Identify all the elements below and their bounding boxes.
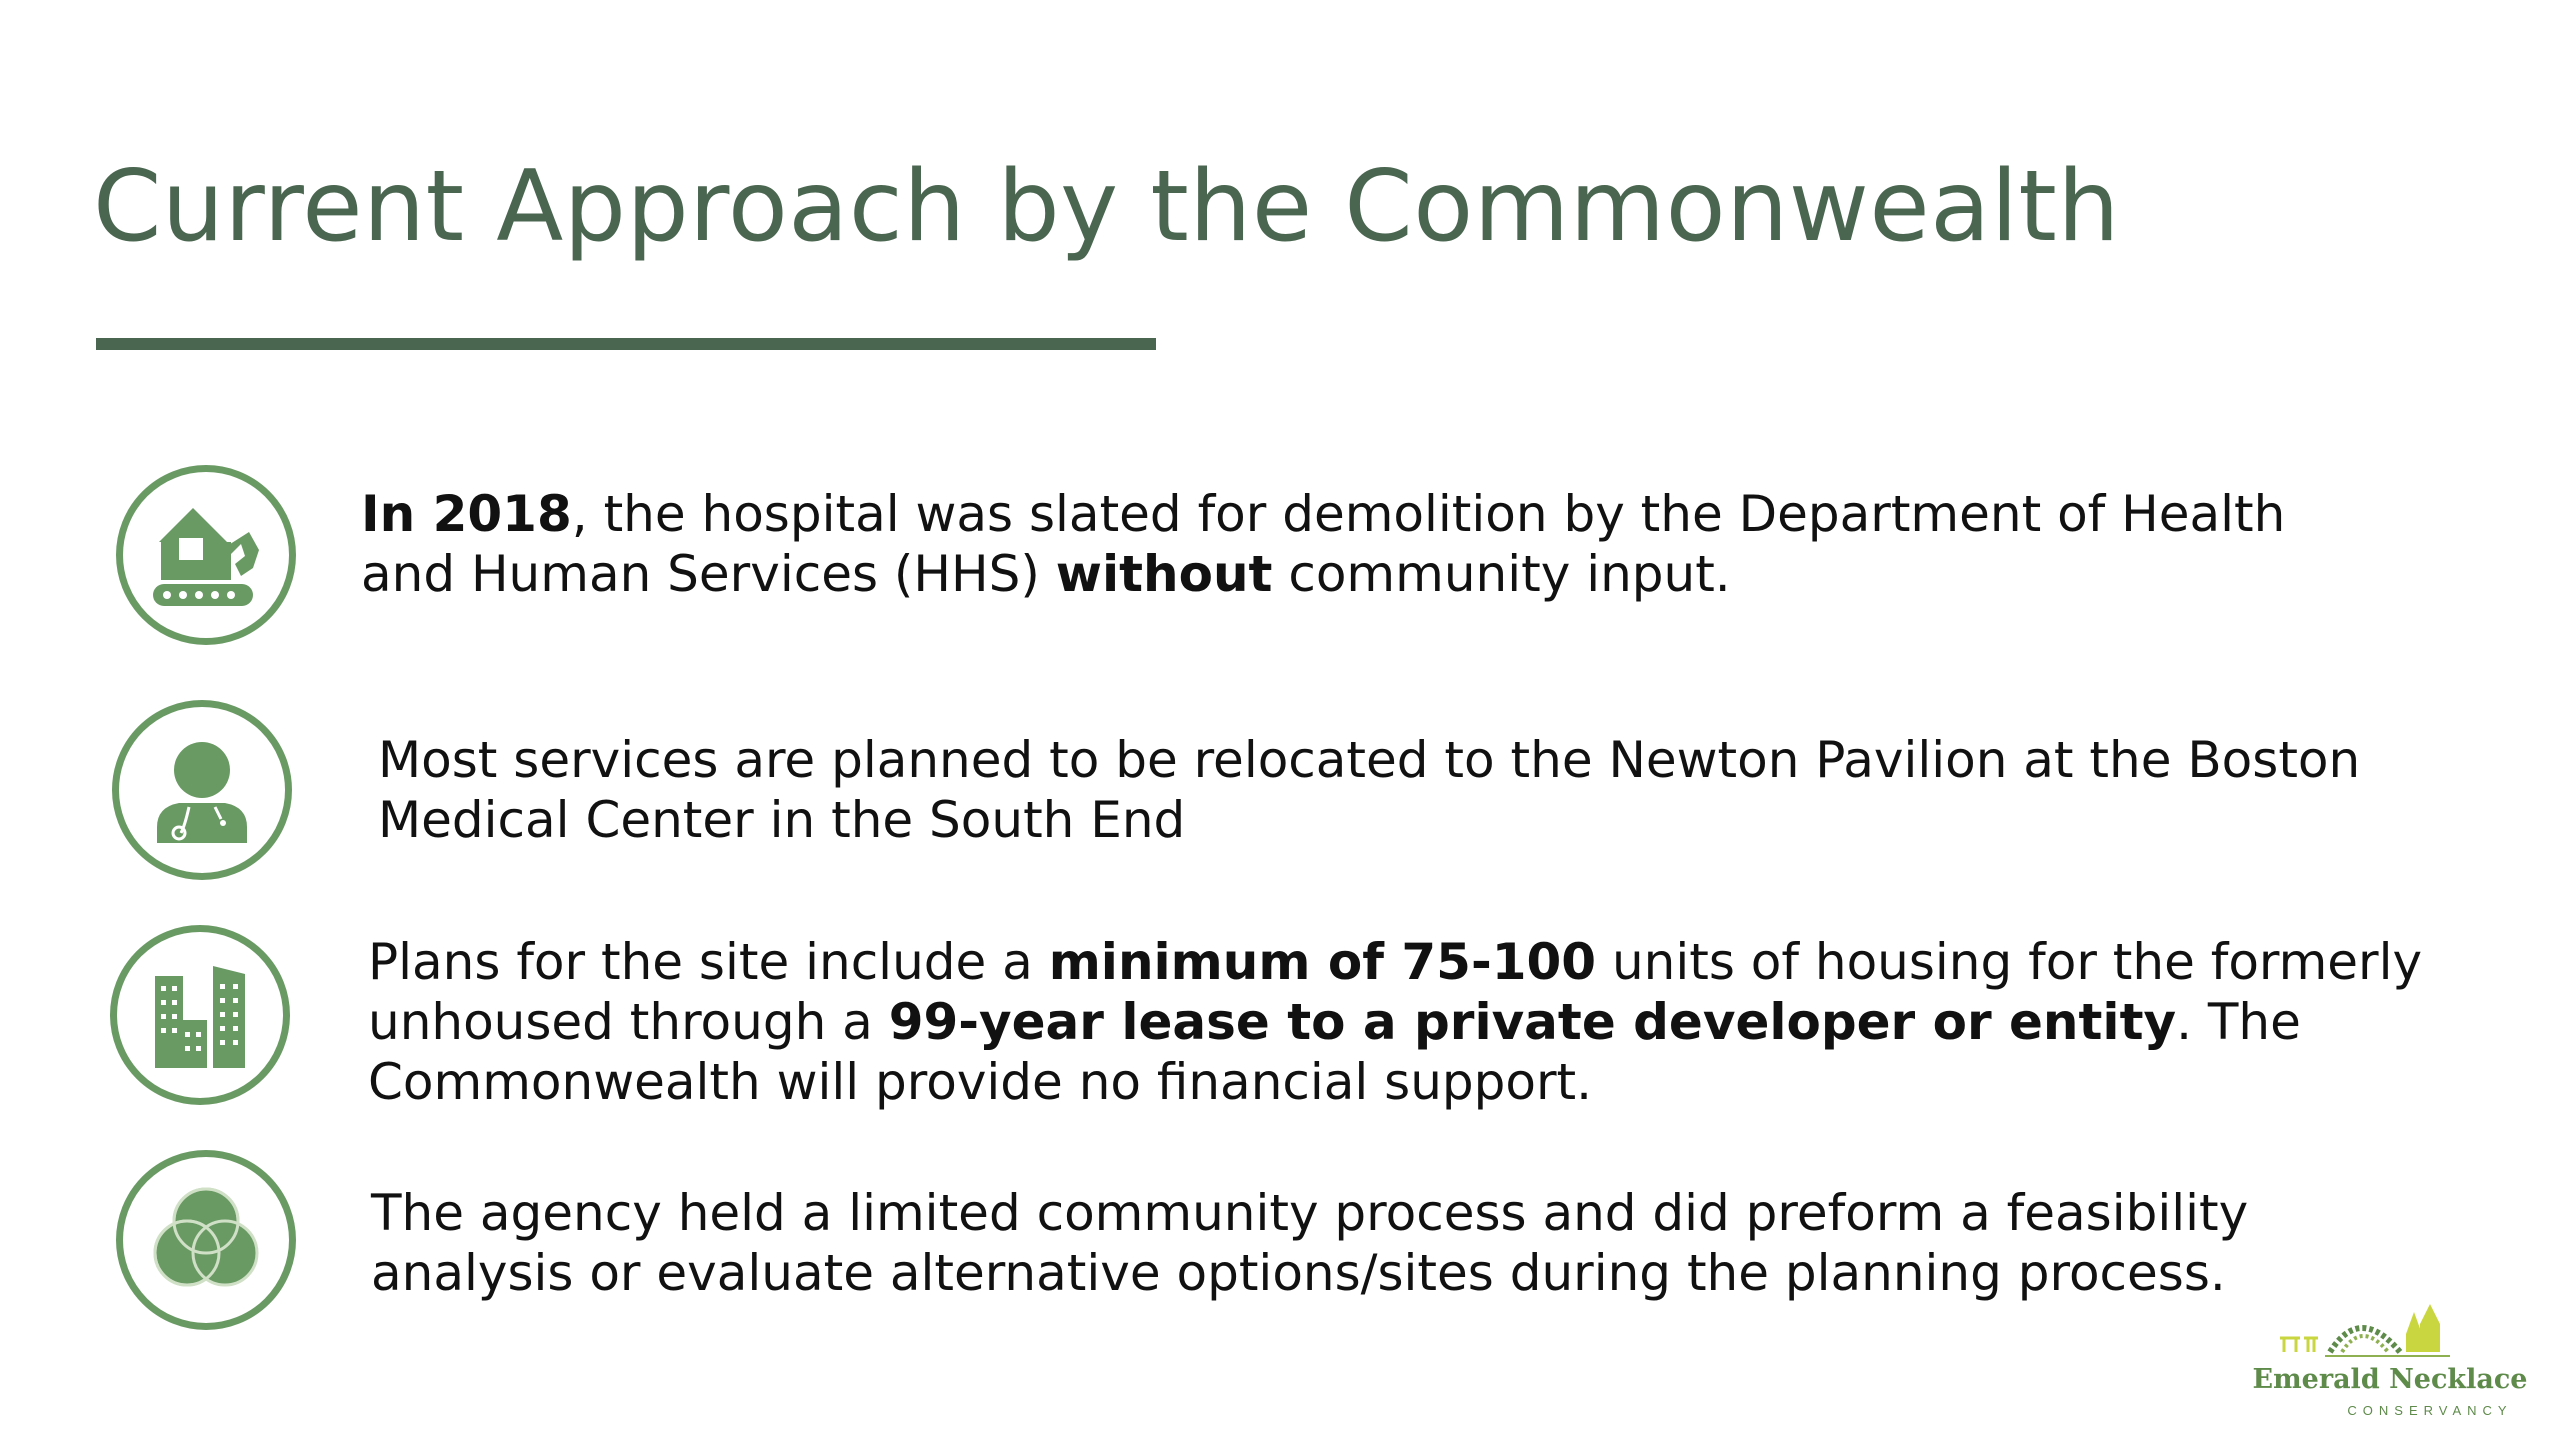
bullet-line: The agency held a limited community process and did preform a feasibility bbox=[371, 1184, 2249, 1242]
title-underline bbox=[96, 338, 1156, 350]
bullet-community-process bbox=[371, 1183, 2248, 1303]
bullet-relocation bbox=[378, 730, 2360, 850]
bullet-line: Commonwealth will provide no financial support. bbox=[368, 1053, 1593, 1111]
logo-subtitle: CONSERVANCY bbox=[2347, 1403, 2513, 1418]
logo-mark-icon bbox=[2270, 1300, 2510, 1362]
bullet-line: Most services are planned to be relocated to the Newton Pavilion at the Boston bbox=[378, 731, 2361, 789]
bullet-line: Medical Center in the South End bbox=[378, 791, 1186, 849]
bullet-line: analysis or evaluate alternative options/sites during the planning process. bbox=[371, 1244, 2226, 1302]
doctor-icon bbox=[112, 700, 292, 880]
slide-title: Current Approach by the Commonwealth bbox=[93, 150, 2120, 264]
logo-name: Emerald Necklace bbox=[2252, 1364, 2528, 1395]
excavator-icon bbox=[116, 465, 296, 645]
bullet-demolition bbox=[361, 484, 2285, 604]
buildings-icon bbox=[110, 925, 290, 1105]
venn-icon bbox=[116, 1150, 296, 1330]
bullet-housing-plans bbox=[368, 932, 2422, 1112]
emerald-necklace-logo bbox=[2250, 1300, 2530, 1420]
bullet-line: and Human Services (HHS) without community input. bbox=[361, 545, 1731, 603]
bullet-line: unhoused through a 99-year lease to a private developer or entity. The bbox=[368, 993, 2301, 1051]
bullet-line: In 2018, the hospital was slated for demolition by the Department of Health bbox=[361, 485, 2286, 543]
bullet-line: Plans for the site include a minimum of 75-100 units of housing for the formerly bbox=[368, 933, 2423, 991]
